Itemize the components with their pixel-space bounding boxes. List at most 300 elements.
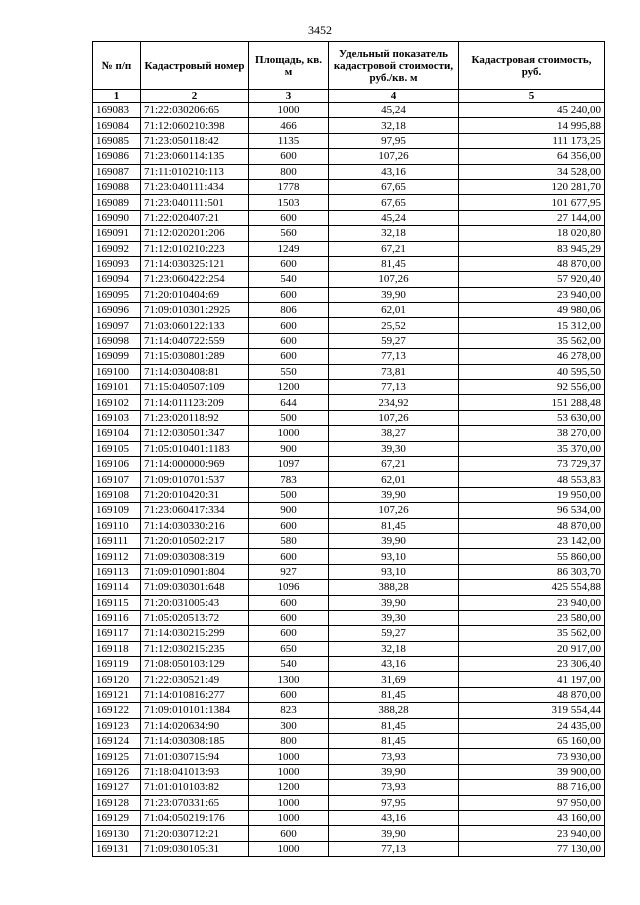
row-number-cell: 169116 [93, 610, 141, 625]
row-number-cell: 169099 [93, 349, 141, 364]
header-area: Площадь, кв. м [249, 42, 329, 90]
row-number-cell: 169126 [93, 764, 141, 779]
cadastral-number-cell: 71:23:050118:42 [141, 133, 249, 148]
area-cell: 1000 [249, 795, 329, 810]
cadastral-cost-cell: 65 160,00 [459, 734, 605, 749]
unit-rate-cell: 59,27 [329, 333, 459, 348]
unit-rate-cell: 73,93 [329, 749, 459, 764]
cadastral-number-cell: 71:23:060417:334 [141, 503, 249, 518]
unit-rate-cell: 32,18 [329, 118, 459, 133]
area-cell: 783 [249, 472, 329, 487]
cadastral-number-cell: 71:03:060122:133 [141, 318, 249, 333]
unit-rate-cell: 25,52 [329, 318, 459, 333]
column-number-4: 4 [329, 90, 459, 103]
unit-rate-cell: 77,13 [329, 380, 459, 395]
unit-rate-cell: 97,95 [329, 795, 459, 810]
area-cell: 550 [249, 364, 329, 379]
unit-rate-cell: 77,13 [329, 349, 459, 364]
cadastral-cost-cell: 83 945,29 [459, 241, 605, 256]
cadastral-number-cell: 71:15:030801:289 [141, 349, 249, 364]
row-number-cell: 169123 [93, 718, 141, 733]
cadastral-number-cell: 71:22:030206:65 [141, 103, 249, 118]
cadastral-cost-cell: 48 870,00 [459, 518, 605, 533]
area-cell: 500 [249, 410, 329, 425]
cadastral-number-cell: 71:20:010420:31 [141, 487, 249, 502]
unit-rate-cell: 39,90 [329, 287, 459, 302]
cadastral-cost-cell: 48 553,83 [459, 472, 605, 487]
area-cell: 1000 [249, 841, 329, 856]
unit-rate-cell: 39,30 [329, 610, 459, 625]
cadastral-cost-cell: 53 630,00 [459, 410, 605, 425]
cadastral-number-cell: 71:12:030501:347 [141, 426, 249, 441]
unit-rate-cell: 39,90 [329, 487, 459, 502]
table-row [93, 241, 605, 256]
area-cell: 600 [249, 610, 329, 625]
cadastral-cost-cell: 46 278,00 [459, 349, 605, 364]
unit-rate-cell: 43,16 [329, 164, 459, 179]
unit-rate-cell: 81,45 [329, 734, 459, 749]
cadastral-number-cell: 71:14:020634:90 [141, 718, 249, 733]
cadastral-number-cell: 71:04:050219:176 [141, 810, 249, 825]
cadastral-number-cell: 71:20:010502:217 [141, 533, 249, 548]
cadastral-cost-cell: 45 240,00 [459, 103, 605, 118]
column-number-5: 5 [459, 90, 605, 103]
area-cell: 600 [249, 595, 329, 610]
row-number-cell: 169097 [93, 318, 141, 333]
row-number-cell: 169090 [93, 210, 141, 225]
row-number-cell: 169131 [93, 841, 141, 856]
area-cell: 1000 [249, 426, 329, 441]
area-cell: 600 [249, 149, 329, 164]
table-row [93, 380, 605, 395]
area-cell: 600 [249, 333, 329, 348]
unit-rate-cell: 107,26 [329, 503, 459, 518]
area-cell: 900 [249, 503, 329, 518]
row-number-cell: 169124 [93, 734, 141, 749]
row-number-cell: 169109 [93, 503, 141, 518]
cadastral-number-cell: 71:08:050103:129 [141, 657, 249, 672]
area-cell: 650 [249, 641, 329, 656]
unit-rate-cell: 388,28 [329, 580, 459, 595]
cadastral-cost-cell: 319 554,44 [459, 703, 605, 718]
cadastral-number-cell: 71:09:010101:1384 [141, 703, 249, 718]
cadastral-cost-cell: 64 356,00 [459, 149, 605, 164]
row-number-cell: 169095 [93, 287, 141, 302]
row-number-cell: 169113 [93, 564, 141, 579]
cadastral-number-cell: 71:09:010901:804 [141, 564, 249, 579]
area-cell: 1300 [249, 672, 329, 687]
area-cell: 600 [249, 518, 329, 533]
table-row [93, 595, 605, 610]
cadastral-cost-cell: 23 580,00 [459, 610, 605, 625]
row-number-cell: 169107 [93, 472, 141, 487]
page-number: 3452 [308, 23, 332, 37]
cadastral-number-cell: 71:14:030408:81 [141, 364, 249, 379]
table-row [93, 179, 605, 194]
cadastral-cost-cell: 49 980,06 [459, 303, 605, 318]
table-row [93, 610, 605, 625]
area-cell: 600 [249, 318, 329, 333]
unit-rate-cell: 59,27 [329, 626, 459, 641]
unit-rate-cell: 67,65 [329, 195, 459, 210]
cadastral-number-cell: 71:23:040111:434 [141, 179, 249, 194]
header-cadastral-cost: Кадастровая стоимость, руб. [459, 42, 605, 90]
cadastral-number-cell: 71:23:070331:65 [141, 795, 249, 810]
row-number-cell: 169128 [93, 795, 141, 810]
cadastral-number-cell: 71:20:030712:21 [141, 826, 249, 841]
unit-rate-cell: 43,16 [329, 810, 459, 825]
area-cell: 806 [249, 303, 329, 318]
row-number-cell: 169100 [93, 364, 141, 379]
cadastral-cost-cell: 23 940,00 [459, 826, 605, 841]
cadastral-cost-cell: 55 860,00 [459, 549, 605, 564]
table-row [93, 764, 605, 779]
cadastral-cost-cell: 20 917,00 [459, 641, 605, 656]
row-number-cell: 169110 [93, 518, 141, 533]
cadastral-cost-cell: 86 303,70 [459, 564, 605, 579]
cadastral-number-cell: 71:23:020118:92 [141, 410, 249, 425]
area-cell: 800 [249, 164, 329, 179]
area-cell: 1503 [249, 195, 329, 210]
table-row [93, 472, 605, 487]
header-cadastral-number: Кадастровый номер [141, 42, 249, 90]
area-cell: 600 [249, 349, 329, 364]
row-number-cell: 169130 [93, 826, 141, 841]
cadastral-cost-cell: 425 554,88 [459, 580, 605, 595]
cadastral-cost-cell: 120 281,70 [459, 179, 605, 194]
cadastral-cost-cell: 151 288,48 [459, 395, 605, 410]
table-row [93, 672, 605, 687]
table-row [93, 272, 605, 287]
row-number-cell: 169101 [93, 380, 141, 395]
area-cell: 600 [249, 687, 329, 702]
area-cell: 1097 [249, 456, 329, 471]
unit-rate-cell: 77,13 [329, 841, 459, 856]
area-cell: 927 [249, 564, 329, 579]
table-row [93, 641, 605, 656]
table-row [93, 349, 605, 364]
table-row [93, 533, 605, 548]
cadastral-number-cell: 71:20:031005:43 [141, 595, 249, 610]
cadastral-cost-cell: 101 677,95 [459, 195, 605, 210]
unit-rate-cell: 81,45 [329, 718, 459, 733]
cadastral-number-cell: 71:12:060210:398 [141, 118, 249, 133]
row-number-cell: 169108 [93, 487, 141, 502]
table-row [93, 333, 605, 348]
cadastral-cost-cell: 48 870,00 [459, 687, 605, 702]
row-number-cell: 169119 [93, 657, 141, 672]
unit-rate-cell: 62,01 [329, 303, 459, 318]
cadastral-number-cell: 71:01:010103:82 [141, 780, 249, 795]
cadastral-number-cell: 71:15:040507:109 [141, 380, 249, 395]
cadastral-cost-cell: 19 950,00 [459, 487, 605, 502]
cadastral-number-cell: 71:14:000000:969 [141, 456, 249, 471]
cadastral-cost-cell: 43 160,00 [459, 810, 605, 825]
table-row [93, 287, 605, 302]
unit-rate-cell: 32,18 [329, 641, 459, 656]
row-number-cell: 169112 [93, 549, 141, 564]
table-row [93, 303, 605, 318]
cadastral-cost-cell: 77 130,00 [459, 841, 605, 856]
table-row [93, 580, 605, 595]
cadastral-number-cell: 71:05:020513:72 [141, 610, 249, 625]
unit-rate-cell: 107,26 [329, 149, 459, 164]
cadastral-cost-cell: 111 173,25 [459, 133, 605, 148]
area-cell: 1096 [249, 580, 329, 595]
cadastral-cost-cell: 38 270,00 [459, 426, 605, 441]
cadastral-cost-cell: 27 144,00 [459, 210, 605, 225]
cadastral-cost-cell: 15 312,00 [459, 318, 605, 333]
cadastral-number-cell: 71:09:010701:537 [141, 472, 249, 487]
unit-rate-cell: 93,10 [329, 549, 459, 564]
area-cell: 540 [249, 272, 329, 287]
table-row [93, 780, 605, 795]
unit-rate-cell: 39,90 [329, 764, 459, 779]
row-number-cell: 169102 [93, 395, 141, 410]
area-cell: 1000 [249, 810, 329, 825]
table-body [93, 103, 605, 857]
row-number-cell: 169087 [93, 164, 141, 179]
table-row [93, 256, 605, 271]
table-row [93, 657, 605, 672]
cadastral-cost-cell: 35 562,00 [459, 333, 605, 348]
cadastral-number-cell: 71:09:030308:319 [141, 549, 249, 564]
unit-rate-cell: 97,95 [329, 133, 459, 148]
area-cell: 1135 [249, 133, 329, 148]
cadastral-cost-cell: 35 370,00 [459, 441, 605, 456]
cadastral-cost-cell: 23 940,00 [459, 595, 605, 610]
table-row [93, 518, 605, 533]
cadastral-cost-cell: 88 716,00 [459, 780, 605, 795]
row-number-cell: 169093 [93, 256, 141, 271]
unit-rate-cell: 67,65 [329, 179, 459, 194]
cadastral-number-cell: 71:14:030330:216 [141, 518, 249, 533]
unit-rate-cell: 43,16 [329, 657, 459, 672]
unit-rate-cell: 81,45 [329, 687, 459, 702]
table-row [93, 703, 605, 718]
row-number-cell: 169084 [93, 118, 141, 133]
row-number-cell: 169118 [93, 641, 141, 656]
row-number-cell: 169127 [93, 780, 141, 795]
table-row [93, 395, 605, 410]
cadastral-number-cell: 71:12:010210:223 [141, 241, 249, 256]
cadastral-number-cell: 71:11:010210:113 [141, 164, 249, 179]
table-row [93, 426, 605, 441]
area-cell: 1249 [249, 241, 329, 256]
row-number-cell: 169104 [93, 426, 141, 441]
area-cell: 1200 [249, 380, 329, 395]
row-number-cell: 169091 [93, 226, 141, 241]
table-row [93, 103, 605, 118]
cadastral-number-cell: 71:14:011123:209 [141, 395, 249, 410]
unit-rate-cell: 39,30 [329, 441, 459, 456]
row-number-cell: 169089 [93, 195, 141, 210]
unit-rate-cell: 39,90 [329, 533, 459, 548]
table-row [93, 734, 605, 749]
column-number-3: 3 [249, 90, 329, 103]
row-number-cell: 169088 [93, 179, 141, 194]
area-cell: 300 [249, 718, 329, 733]
cadastral-number-cell: 71:12:030215:235 [141, 641, 249, 656]
unit-rate-cell: 388,28 [329, 703, 459, 718]
column-number-2: 2 [141, 90, 249, 103]
cadastral-number-cell: 71:09:030301:648 [141, 580, 249, 595]
table-row [93, 549, 605, 564]
unit-rate-cell: 93,10 [329, 564, 459, 579]
row-number-cell: 169094 [93, 272, 141, 287]
row-number-cell: 169117 [93, 626, 141, 641]
cadastral-number-cell: 71:01:030715:94 [141, 749, 249, 764]
table-row [93, 410, 605, 425]
cadastral-value-table [92, 41, 605, 857]
table-row [93, 164, 605, 179]
column-number-1: 1 [93, 90, 141, 103]
row-number-cell: 169129 [93, 810, 141, 825]
cadastral-cost-cell: 96 534,00 [459, 503, 605, 518]
area-cell: 1000 [249, 749, 329, 764]
cadastral-number-cell: 71:20:010404:69 [141, 287, 249, 302]
row-number-cell: 169105 [93, 441, 141, 456]
row-number-cell: 169085 [93, 133, 141, 148]
unit-rate-cell: 32,18 [329, 226, 459, 241]
area-cell: 900 [249, 441, 329, 456]
table-row [93, 441, 605, 456]
area-cell: 600 [249, 826, 329, 841]
unit-rate-cell: 39,90 [329, 595, 459, 610]
table-row [93, 503, 605, 518]
unit-rate-cell: 81,45 [329, 518, 459, 533]
area-cell: 500 [249, 487, 329, 502]
unit-rate-cell: 73,93 [329, 780, 459, 795]
table-row [93, 118, 605, 133]
unit-rate-cell: 73,81 [329, 364, 459, 379]
area-cell: 600 [249, 549, 329, 564]
cadastral-number-cell: 71:22:020407:21 [141, 210, 249, 225]
cadastral-number-cell: 71:22:030521:49 [141, 672, 249, 687]
area-cell: 560 [249, 226, 329, 241]
cadastral-cost-cell: 39 900,00 [459, 764, 605, 779]
unit-rate-cell: 234,92 [329, 395, 459, 410]
row-number-cell: 169103 [93, 410, 141, 425]
table-row [93, 826, 605, 841]
cadastral-cost-cell: 48 870,00 [459, 256, 605, 271]
cadastral-cost-cell: 35 562,00 [459, 626, 605, 641]
table-row [93, 841, 605, 856]
cadastral-number-cell: 71:09:030105:31 [141, 841, 249, 856]
row-number-cell: 169083 [93, 103, 141, 118]
table-row [93, 226, 605, 241]
row-number-cell: 169120 [93, 672, 141, 687]
table-row [93, 810, 605, 825]
unit-rate-cell: 81,45 [329, 256, 459, 271]
row-number-cell: 169122 [93, 703, 141, 718]
unit-rate-cell: 67,21 [329, 456, 459, 471]
cadastral-cost-cell: 92 556,00 [459, 380, 605, 395]
unit-rate-cell: 107,26 [329, 272, 459, 287]
area-cell: 1000 [249, 764, 329, 779]
cadastral-number-cell: 71:14:040722:559 [141, 333, 249, 348]
area-cell: 800 [249, 734, 329, 749]
row-number-cell: 169086 [93, 149, 141, 164]
cadastral-cost-cell: 40 595,50 [459, 364, 605, 379]
row-number-cell: 169115 [93, 595, 141, 610]
cadastral-cost-cell: 23 306,40 [459, 657, 605, 672]
row-number-cell: 169121 [93, 687, 141, 702]
cadastral-number-cell: 71:05:010401:1183 [141, 441, 249, 456]
unit-rate-cell: 39,90 [329, 826, 459, 841]
cadastral-cost-cell: 73 930,00 [459, 749, 605, 764]
table-row [93, 718, 605, 733]
table-row [93, 318, 605, 333]
header-unit-rate: Удельный показатель кадастровой стоимости, руб./кв. м [329, 42, 459, 90]
cadastral-number-cell: 71:14:030308:185 [141, 734, 249, 749]
cadastral-cost-cell: 97 950,00 [459, 795, 605, 810]
area-cell: 466 [249, 118, 329, 133]
table-row [93, 749, 605, 764]
cadastral-cost-cell: 41 197,00 [459, 672, 605, 687]
unit-rate-cell: 67,21 [329, 241, 459, 256]
row-number-cell: 169125 [93, 749, 141, 764]
cadastral-number-cell: 71:18:041013:93 [141, 764, 249, 779]
cadastral-cost-cell: 23 940,00 [459, 287, 605, 302]
cadastral-cost-cell: 34 528,00 [459, 164, 605, 179]
area-cell: 600 [249, 256, 329, 271]
cadastral-cost-cell: 57 920,40 [459, 272, 605, 287]
unit-rate-cell: 45,24 [329, 210, 459, 225]
unit-rate-cell: 62,01 [329, 472, 459, 487]
row-number-cell: 169111 [93, 533, 141, 548]
area-cell: 823 [249, 703, 329, 718]
row-number-cell: 169092 [93, 241, 141, 256]
table-row [93, 133, 605, 148]
table-row [93, 487, 605, 502]
unit-rate-cell: 45,24 [329, 103, 459, 118]
area-cell: 1200 [249, 780, 329, 795]
cadastral-number-cell: 71:23:060114:135 [141, 149, 249, 164]
header-row-number: № п/п [93, 42, 141, 90]
table-row [93, 564, 605, 579]
area-cell: 1778 [249, 179, 329, 194]
cadastral-number-cell: 71:23:060422:254 [141, 272, 249, 287]
row-number-cell: 169106 [93, 456, 141, 471]
area-cell: 644 [249, 395, 329, 410]
area-cell: 580 [249, 533, 329, 548]
cadastral-cost-cell: 23 142,00 [459, 533, 605, 548]
area-cell: 600 [249, 626, 329, 641]
table-row [93, 364, 605, 379]
table-row [93, 626, 605, 641]
cadastral-cost-cell: 14 995,88 [459, 118, 605, 133]
area-cell: 1000 [249, 103, 329, 118]
cadastral-cost-cell: 73 729,37 [459, 456, 605, 471]
table-row [93, 195, 605, 210]
table-row [93, 795, 605, 810]
table-row [93, 687, 605, 702]
cadastral-number-cell: 71:14:010816:277 [141, 687, 249, 702]
table-row [93, 149, 605, 164]
area-cell: 540 [249, 657, 329, 672]
cadastral-number-cell: 71:12:020201:206 [141, 226, 249, 241]
cadastral-number-cell: 71:14:030325:121 [141, 256, 249, 271]
row-number-cell: 169096 [93, 303, 141, 318]
unit-rate-cell: 107,26 [329, 410, 459, 425]
cadastral-cost-cell: 18 020,80 [459, 226, 605, 241]
cadastral-number-cell: 71:09:010301:2925 [141, 303, 249, 318]
cadastral-cost-cell: 24 435,00 [459, 718, 605, 733]
area-cell: 600 [249, 287, 329, 302]
row-number-cell: 169114 [93, 580, 141, 595]
area-cell: 600 [249, 210, 329, 225]
